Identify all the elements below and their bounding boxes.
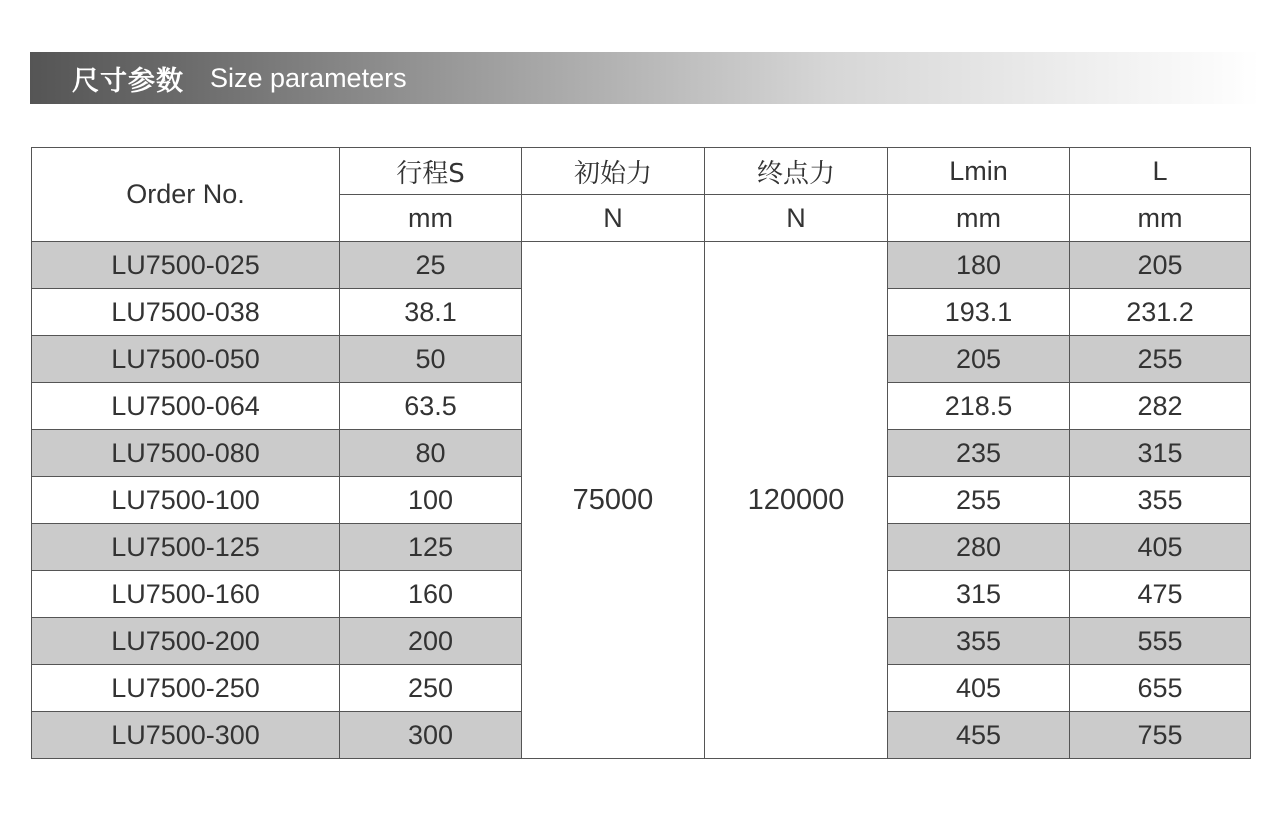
- cell-order-no: LU7500-250: [32, 665, 340, 712]
- cell-lmin: 218.5: [888, 383, 1070, 430]
- cell-l: 405: [1070, 524, 1251, 571]
- cell-lmin: 355: [888, 618, 1070, 665]
- unit-initial-force: N: [522, 195, 705, 242]
- cell-order-no: LU7500-080: [32, 430, 340, 477]
- cell-order-no: LU7500-038: [32, 289, 340, 336]
- cell-stroke: 25: [340, 242, 522, 289]
- cell-stroke: 160: [340, 571, 522, 618]
- cell-stroke: 80: [340, 430, 522, 477]
- cell-lmin: 315: [888, 571, 1070, 618]
- cell-order-no: LU7500-300: [32, 712, 340, 759]
- header-order-no: Order No.: [32, 148, 340, 242]
- cell-l: 355: [1070, 477, 1251, 524]
- unit-lmin: mm: [888, 195, 1070, 242]
- cell-l: 655: [1070, 665, 1251, 712]
- section-title-cn: 尺寸参数: [72, 65, 184, 97]
- cell-order-no: LU7500-100: [32, 477, 340, 524]
- cell-stroke: 125: [340, 524, 522, 571]
- header-lmin: Lmin: [888, 148, 1070, 195]
- section-title-en: Size parameters: [210, 62, 407, 93]
- cell-stroke: 100: [340, 477, 522, 524]
- cell-order-no: LU7500-064: [32, 383, 340, 430]
- cell-end-force: 120000: [705, 242, 888, 759]
- cell-l: 205: [1070, 242, 1251, 289]
- cell-order-no: LU7500-125: [32, 524, 340, 571]
- cell-l: 255: [1070, 336, 1251, 383]
- cell-lmin: 405: [888, 665, 1070, 712]
- cell-l: 315: [1070, 430, 1251, 477]
- cell-lmin: 180: [888, 242, 1070, 289]
- cell-order-no: LU7500-200: [32, 618, 340, 665]
- cell-lmin: 255: [888, 477, 1070, 524]
- cell-stroke: 50: [340, 336, 522, 383]
- header-end-force: 终点力: [705, 148, 888, 195]
- header-l: L: [1070, 148, 1251, 195]
- cell-order-no: LU7500-160: [32, 571, 340, 618]
- cell-l: 282: [1070, 383, 1251, 430]
- cell-lmin: 235: [888, 430, 1070, 477]
- cell-l: 755: [1070, 712, 1251, 759]
- cell-stroke: 38.1: [340, 289, 522, 336]
- cell-l: 555: [1070, 618, 1251, 665]
- table-row: [32, 242, 1251, 289]
- section-header: [30, 52, 1260, 104]
- size-parameters-table: [31, 147, 1251, 759]
- unit-stroke: mm: [340, 195, 522, 242]
- cell-l: 475: [1070, 571, 1251, 618]
- cell-stroke: 250: [340, 665, 522, 712]
- header-row-names: [32, 148, 1251, 195]
- cell-order-no: LU7500-050: [32, 336, 340, 383]
- header-initial-force: 初始力: [522, 148, 705, 195]
- cell-lmin: 205: [888, 336, 1070, 383]
- cell-lmin: 193.1: [888, 289, 1070, 336]
- header-stroke: 行程S: [340, 148, 522, 195]
- cell-initial-force: 75000: [522, 242, 705, 759]
- cell-stroke: 200: [340, 618, 522, 665]
- cell-order-no: LU7500-025: [32, 242, 340, 289]
- cell-stroke: 63.5: [340, 383, 522, 430]
- unit-l: mm: [1070, 195, 1251, 242]
- cell-stroke: 300: [340, 712, 522, 759]
- cell-lmin: 455: [888, 712, 1070, 759]
- unit-end-force: N: [705, 195, 888, 242]
- cell-l: 231.2: [1070, 289, 1251, 336]
- cell-lmin: 280: [888, 524, 1070, 571]
